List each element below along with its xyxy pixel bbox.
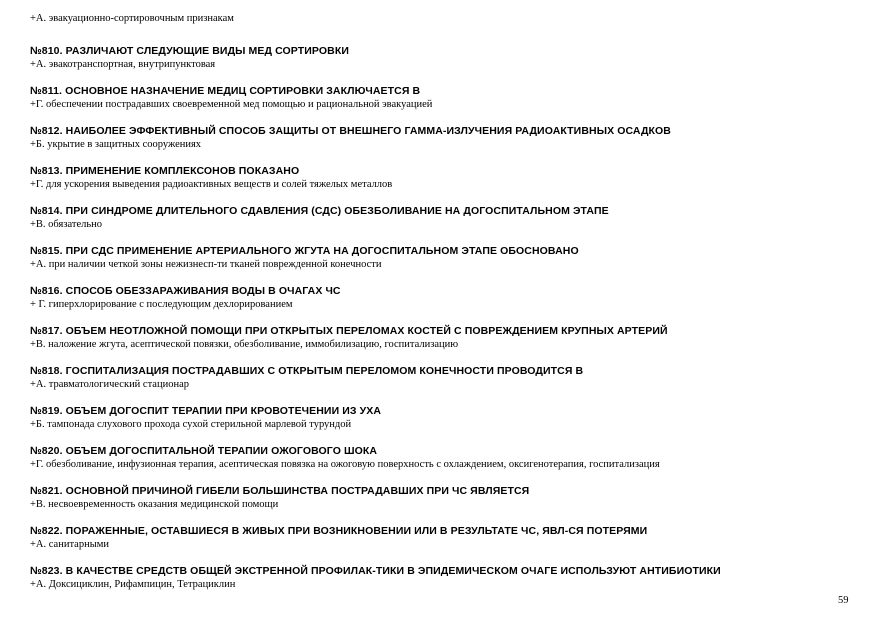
answer-text: +А. Доксициклин, Рифампицин, Тетрациклин <box>30 579 236 590</box>
answer-text: +Г. обеспечении пострадавших своевременной мед помощью и рациональной эвакуацией <box>30 99 433 110</box>
question-text: №812. НАИБОЛЕЕ ЭФФЕКТИВНЫЙ СПОСОБ ЗАЩИТЫ ОТ ВНЕШНЕГО ГАММА-ИЗЛУЧЕНИЯ РАДИОАКТИВНЫХ ОСАДКОВ <box>30 125 671 137</box>
answer-text: +Г. для ускорения выведения радиоактивных веществ и солей тяжелых металлов <box>30 179 393 190</box>
answer-text: +Б. тампонада слухового прохода сухой стерильной марлевой турундой <box>30 419 352 430</box>
question-block <box>30 445 860 485</box>
question-block <box>30 245 860 285</box>
question-text: №823. В КАЧЕСТВЕ СРЕДСТВ ОБЩЕЙ ЭКСТРЕННОЙ ПРОФИЛАК-ТИКИ В ЭПИДЕМИЧЕСКОМ ОЧАГЕ ИСПОЛЬЗУЮТ АНТИБИОТИКИ <box>30 565 721 577</box>
question-text: №819. ОБЪЕМ ДОГОСПИТ ТЕРАПИИ ПРИ КРОВОТЕЧЕНИИ ИЗ УХА <box>30 405 382 417</box>
question-block <box>30 405 860 445</box>
question-block <box>30 325 860 365</box>
answer-text: +В. несвоевременность оказания медицинской помощи <box>30 499 279 510</box>
question-block <box>30 45 860 85</box>
question-block <box>30 565 860 605</box>
question-block <box>30 365 860 405</box>
lead-answer: +А. эвакуационно-сортировочным признакам <box>30 13 234 24</box>
answer-text: +А. санитарными <box>30 539 110 550</box>
question-text: №820. ОБЪЕМ ДОГОСПИТАЛЬНОЙ ТЕРАПИИ ОЖОГОВОГО ШОКА <box>30 445 378 457</box>
answer-text: +Б. укрытие в защитных сооружениях <box>30 139 202 150</box>
answer-text: +А. при наличии четкой зоны нежизнесп-ти тканей поврежденной конечности <box>30 259 382 270</box>
question-block <box>30 485 860 525</box>
question-text: №816. СПОСОБ ОБЕЗЗАРАЖИВАНИЯ ВОДЫ В ОЧАГАХ ЧС <box>30 285 341 297</box>
question-block <box>30 125 860 165</box>
question-text: №815. ПРИ СДС ПРИМЕНЕНИЕ АРТЕРИАЛЬНОГО ЖГУТА НА ДОГОСПИТАЛЬНОМ ЭТАПЕ ОБОСНОВАНО <box>30 245 579 257</box>
question-block <box>30 205 860 245</box>
question-list <box>30 45 860 605</box>
page-number: 59 <box>838 595 849 606</box>
question-block <box>30 165 860 205</box>
question-text: №810. РАЗЛИЧАЮТ СЛЕДУЮЩИЕ ВИДЫ МЕД СОРТИРОВКИ <box>30 45 349 57</box>
question-text: №811. ОСНОВНОЕ НАЗНАЧЕНИЕ МЕДИЦ СОРТИРОВКИ ЗАКЛЮЧАЕТСЯ В <box>30 85 421 97</box>
question-text: №817. ОБЪЕМ НЕОТЛОЖНОЙ ПОМОЩИ ПРИ ОТКРЫТЫХ ПЕРЕЛОМАХ КОСТЕЙ С ПОВРЕЖДЕНИЕМ КРУПНЫХ АРТЕРИЙ <box>30 325 668 337</box>
answer-text: +А. эвакотранспортная, внутрипунктовая <box>30 59 216 70</box>
question-block <box>30 285 860 325</box>
question-text: №813. ПРИМЕНЕНИЕ КОМПЛЕКСОНОВ ПОКАЗАНО <box>30 165 300 177</box>
question-text: №814. ПРИ СИНДРОМЕ ДЛИТЕЛЬНОГО СДАВЛЕНИЯ (СДС) ОБЕЗБОЛИВАНИЕ НА ДОГОСПИТАЛЬНОМ ЭТАПЕ <box>30 205 609 217</box>
answer-text: + Г. гиперхлорирование с последующим дехлорированием <box>30 299 293 310</box>
answer-text: +В. обязательно <box>30 219 103 230</box>
question-text: №818. ГОСПИТАЛИЗАЦИЯ ПОСТРАДАВШИХ С ОТКРЫТЫМ ПЕРЕЛОМОМ КОНЕЧНОСТИ ПРОВОДИТСЯ В <box>30 365 584 377</box>
answer-text: +Г. обезболивание, инфузионная терапия, асептическая повязка на ожоговую поверхность с охлаждением, оксигенотерапия, госпитализация <box>30 459 660 470</box>
answer-text: +В. наложение жгута, асептической повязки, обезболивание, иммобилизацию, госпитализацию <box>30 339 459 350</box>
question-text: №821. ОСНОВНОЙ ПРИЧИНОЙ ГИБЕЛИ БОЛЬШИНСТВА ПОСТРАДАВШИХ ПРИ ЧС ЯВЛЯЕТСЯ <box>30 485 530 497</box>
question-block <box>30 525 860 565</box>
question-block <box>30 85 860 125</box>
document-page <box>30 12 860 605</box>
question-text: №822. ПОРАЖЕННЫЕ, ОСТАВШИЕСЯ В ЖИВЫХ ПРИ ВОЗНИКНОВЕНИИ ИЛИ В РЕЗУЛЬТАТЕ ЧС, ЯВЛ-СЯ ПОТЕРЯМИ <box>30 525 648 537</box>
answer-text: +А. травматологический стационар <box>30 379 189 390</box>
